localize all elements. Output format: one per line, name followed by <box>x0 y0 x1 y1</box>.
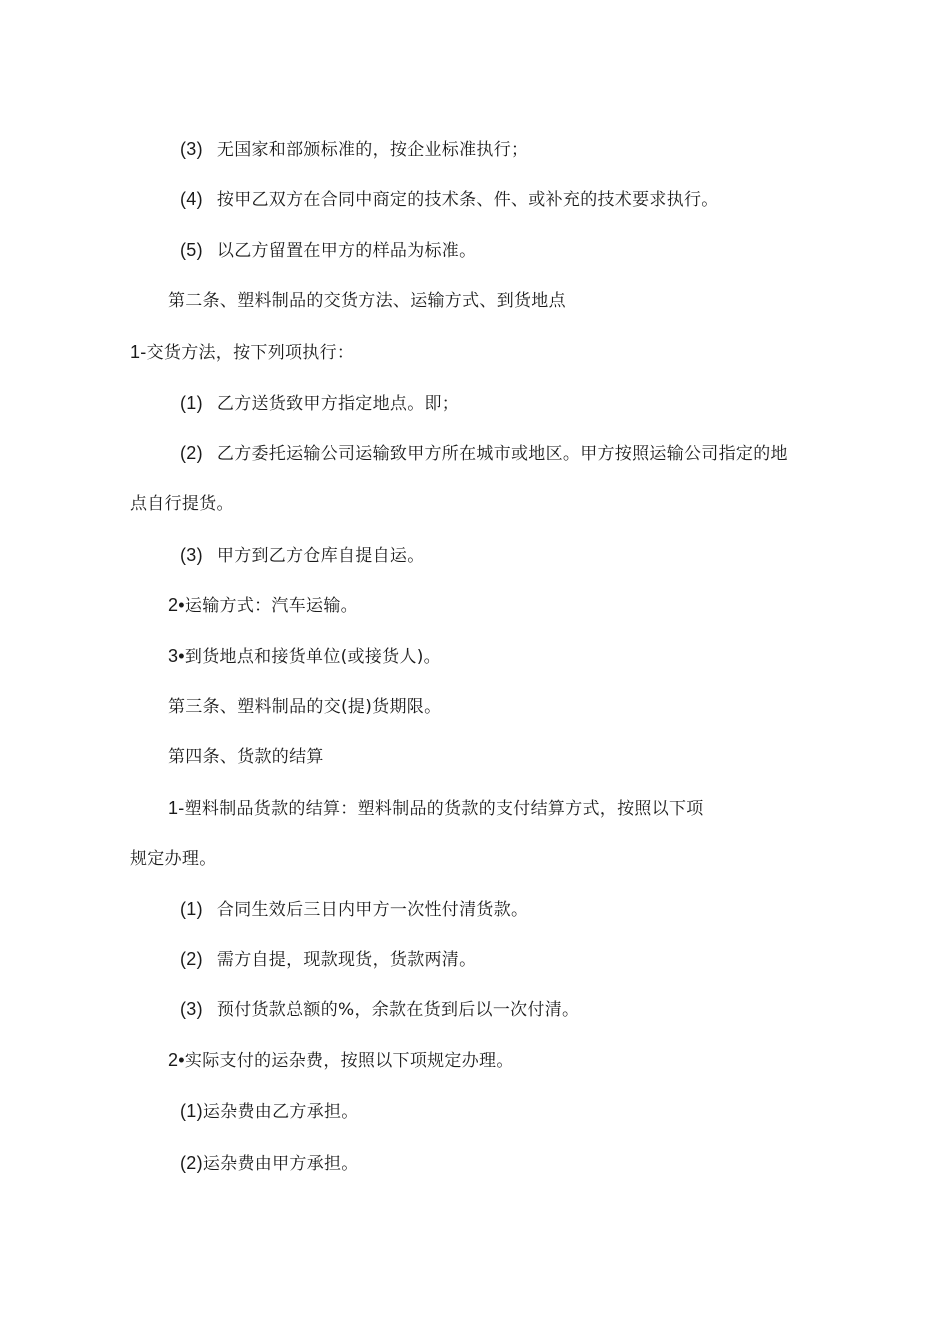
article-heading <box>168 696 441 718</box>
clause-continuation <box>130 848 217 870</box>
clause-item <box>180 1152 359 1175</box>
clause-item <box>180 239 476 262</box>
article-heading <box>168 746 324 768</box>
clause-point <box>168 1049 514 1072</box>
item-text: 以乙方留置在甲方的样品为标准。 <box>216 241 477 261</box>
item-text: 运杂费由乙方承担。 <box>202 1102 359 1122</box>
clause-item <box>180 138 528 161</box>
clause-point <box>168 797 704 820</box>
item-number: (1) <box>180 393 203 413</box>
clause-item <box>180 544 425 567</box>
item-text: 乙方送货致甲方指定地点。即； <box>216 394 460 414</box>
item-text: 合同生效后三日内甲方一次性付清货款。 <box>216 900 529 920</box>
point-number: 2• <box>168 1050 185 1070</box>
item-number: (3) <box>180 999 203 1019</box>
item-number: (2) <box>180 443 203 463</box>
clause-point <box>168 645 441 668</box>
item-text: 甲方到乙方仓库自提自运。 <box>216 546 425 566</box>
clause-item <box>180 188 719 211</box>
clause-point <box>130 341 354 364</box>
clause-item <box>180 998 579 1021</box>
item-text: 运杂费由甲方承担。 <box>202 1154 359 1174</box>
item-text: 无国家和部颁标准的，按企业标准执行； <box>216 140 529 160</box>
point-text: 交货方法，按下列项执行： <box>146 343 355 363</box>
item-number: (3) <box>180 139 203 159</box>
clause-continuation <box>130 493 234 515</box>
point-number: 1- <box>168 798 185 818</box>
point-number: 1- <box>130 342 147 362</box>
clause-item <box>180 442 788 465</box>
item-text: 需方自提，现款现货，货款两清。 <box>216 950 477 970</box>
clause-item <box>180 1100 359 1123</box>
point-number: 2• <box>168 595 185 615</box>
continuation-text: 点自行提货。 <box>130 494 234 514</box>
item-number: (4) <box>180 189 203 209</box>
heading-text: 第二条、塑料制品的交货方法、运输方式、到货地点 <box>168 291 566 311</box>
item-text: 按甲乙双方在合同中商定的技术条、件、或补充的技术要求执行。 <box>216 190 719 210</box>
point-text: 到货地点和接货单位(或接货人)。 <box>184 647 441 667</box>
clause-point <box>168 594 358 617</box>
item-number: (1) <box>180 899 203 919</box>
point-text: 实际支付的运杂费，按照以下项规定办理。 <box>184 1051 514 1071</box>
heading-text: 第三条、塑料制品的交(提)货期限。 <box>168 697 442 717</box>
point-text: 塑料制品货款的结算：塑料制品的货款的支付结算方式，按照以下项 <box>184 799 704 819</box>
item-number: (1) <box>180 1101 203 1121</box>
point-number: 3• <box>168 646 185 666</box>
clause-item <box>180 948 476 971</box>
continuation-text: 规定办理。 <box>130 849 217 869</box>
item-text: 乙方委托运输公司运输致甲方所在城市或地区。甲方按照运输公司指定的地 <box>216 444 788 464</box>
item-number: (5) <box>180 240 203 260</box>
article-heading <box>168 290 566 312</box>
clause-item <box>180 898 528 921</box>
clause-item <box>180 392 459 415</box>
item-number: (2) <box>180 949 203 969</box>
heading-text: 第四条、货款的结算 <box>168 747 324 767</box>
item-number: (3) <box>180 545 203 565</box>
item-number: (2) <box>180 1153 203 1173</box>
item-text: 预付货款总额的%，余款在货到后以一次付清。 <box>216 1000 580 1020</box>
point-text: 运输方式：汽车运输。 <box>184 596 358 616</box>
